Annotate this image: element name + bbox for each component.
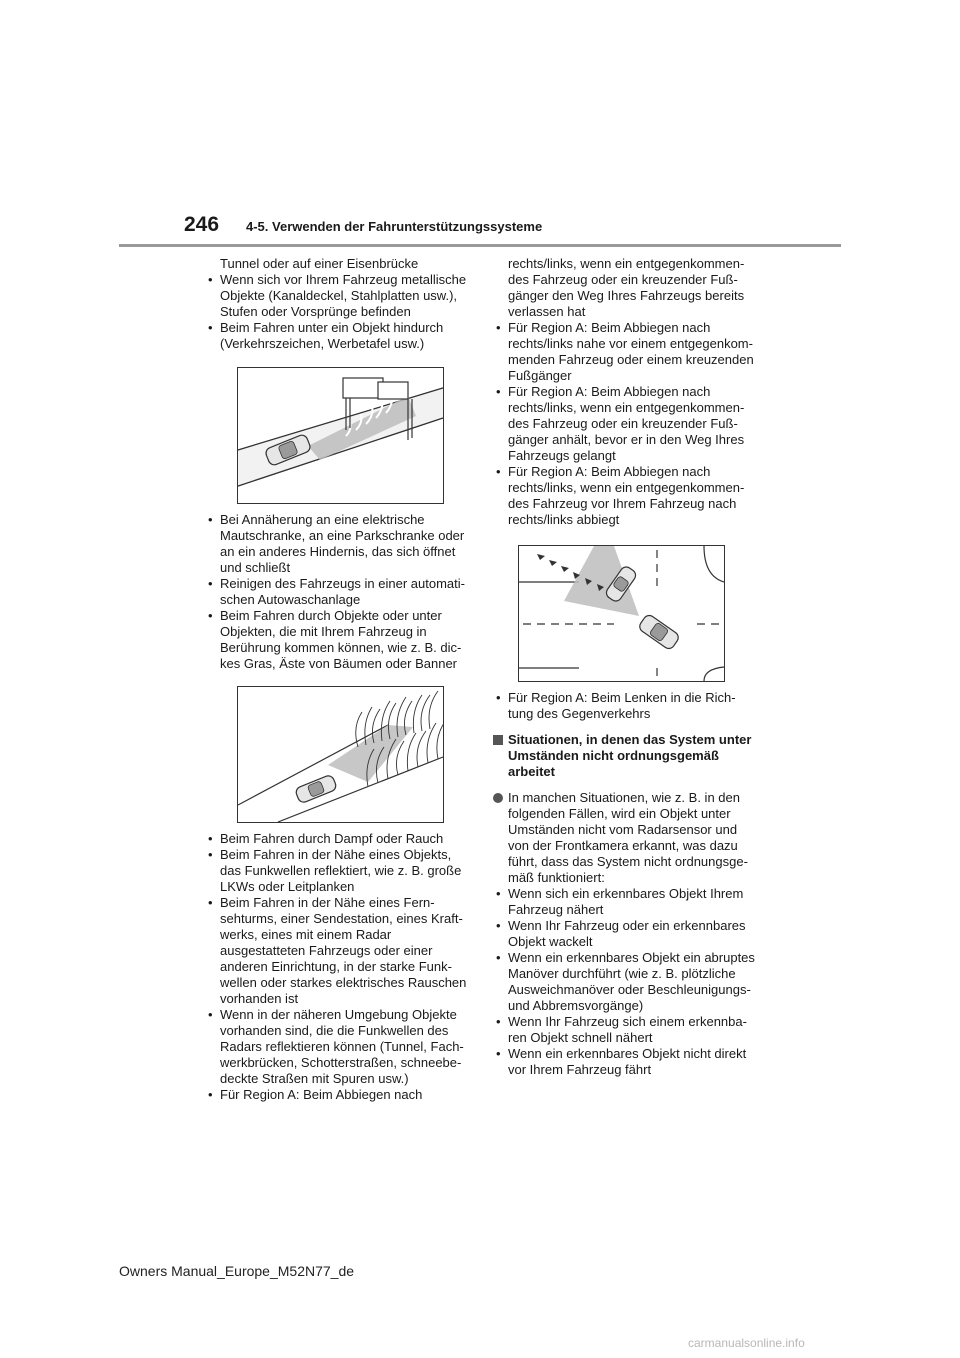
bullet-icon: • [496, 950, 501, 965]
illustration-tall-grass [237, 686, 444, 823]
bullet-icon: • [208, 576, 213, 591]
bullet-icon: • [208, 847, 213, 862]
bullet-icon: • [208, 608, 213, 623]
intro-paragraph: In manchen Situationen, wie z. B. in den folgenden Fällen, wird ein Objekt unter Umständen nicht vom Radarsensor und von der Frontkamera erkannt, was dazu führt, dass das System nicht ordnungsge-mäß funktioniert: [493, 790, 757, 886]
square-bullet-icon [493, 735, 503, 745]
bullet-icon: • [496, 1014, 501, 1029]
illustration-overhead-sign [237, 367, 444, 504]
bullet-list [205, 272, 475, 352]
illustration-intersection-turn [518, 545, 725, 682]
left-column [205, 256, 475, 1103]
continuation-text: Tunnel oder auf einer Eisenbrücke [220, 256, 419, 271]
list-item: • Wenn in der näheren Umgebung Objekte vorhanden sind, die die Funkwellen des Radars reflektieren können (Tunnel, Fach-werkbrücken, Schotterstraßen, schneebe-deckte Straßen mit Spuren usw.) [208, 1007, 464, 1086]
list-item: • Wenn sich vor Ihrem Fahrzeug metallische Objekte (Kanaldeckel, Stahlplatten usw.), Stufen oder Vorsprünge befinden [208, 272, 467, 319]
header-divider [119, 244, 841, 247]
list-item: • Wenn Ihr Fahrzeug oder ein erkennbares Objekt wackelt [496, 918, 746, 949]
list-item: • Wenn ein erkennbares Objekt nicht direkt vor Ihrem Fahrzeug fährt [496, 1046, 747, 1077]
list-item: • Beim Fahren in der Nähe eines Objekts, das Funkwellen reflektiert, wie z. B. große LKWs oder Leitplanken [208, 847, 462, 894]
bullet-icon: • [496, 690, 501, 705]
bullet-icon: • [208, 895, 213, 910]
list-item: • Für Region A: Beim Abbiegen nach [208, 1087, 423, 1102]
bullet-icon: • [496, 1046, 501, 1061]
list-item: • Wenn Ihr Fahrzeug sich einem erkennba-ren Objekt schnell nähert [496, 1014, 747, 1045]
bullet-list [205, 831, 475, 1103]
list-item: • Für Region A: Beim Abbiegen nach rechts/links, wenn ein entgegenkommen-des Fahrzeug oder ein kreuzender Fuß-gänger anhält, bevor er in den Weg Ihres Fahrzeugs gelangt [496, 384, 745, 463]
bullet-list [493, 690, 757, 722]
bullet-icon: • [208, 320, 213, 335]
footer-manual-id: Owners Manual_Europe_M52N77_de [119, 1263, 355, 1279]
bullet-icon: • [496, 918, 501, 933]
list-item: • Wenn ein erkennbares Objekt ein abruptes Manöver durchführt (wie z. B. plötzliche Ausweichmanöver oder Beschleunigungs-und Abbremsvorgänge) [496, 950, 755, 1013]
bullet-icon: • [496, 886, 501, 901]
list-item: • Für Region A: Beim Abbiegen nach rechts/links nahe vor einem entgegenkom-menden Fahrzeug oder einem kreuzenden Fußgänger [496, 320, 754, 383]
bullet-list [493, 320, 757, 528]
list-item: • Beim Fahren durch Dampf oder Rauch [208, 831, 444, 846]
bullet-icon: • [496, 464, 501, 479]
circle-bullet-icon [493, 793, 503, 803]
bullet-icon: • [208, 272, 213, 287]
watermark: carmanualsonline.info [688, 1336, 805, 1350]
list-item: • Bei Annäherung an eine elektrische Mautschranke, an eine Parkschranke oder an ein anderes Hindernis, das sich öffnet und schließt [208, 512, 465, 575]
section-heading: Situationen, in denen das System unter Umständen nicht ordnungsgemäß arbeitet [493, 732, 757, 780]
bullet-icon: • [208, 1087, 213, 1102]
right-column [493, 256, 757, 1078]
bullet-list [493, 886, 757, 1078]
bullet-icon: • [496, 320, 501, 335]
list-item: • Beim Fahren durch Objekte oder unter Objekten, die mit Ihrem Fahrzeug in Berührung kommen können, wie z. B. dic-kes Gras, Äste von Bäumen oder Banner [208, 608, 462, 671]
list-item: • Wenn sich ein erkennbares Objekt Ihrem Fahrzeug nähert [496, 886, 744, 917]
list-item: • Beim Fahren unter ein Objekt hindurch (Verkehrszeichen, Werbetafel usw.) [208, 320, 444, 351]
section-title: 4-5. Verwenden der Fahrunterstützungssysteme [246, 219, 543, 234]
bullet-icon: • [496, 384, 501, 399]
page-number: 246 [184, 213, 220, 236]
bullet-list [205, 512, 475, 672]
list-item: • Beim Fahren in der Nähe eines Fern-sehturms, einer Sendestation, eines Kraft-werks, eines mit einem Radar ausgestatteten Fahrzeugs oder einer anderen Einrichtung, in der starke Funk-wellen oder starkes elektrisches Rauschen vorhanden ist [208, 895, 467, 1006]
list-item: • Reinigen des Fahrzeugs in einer automati-schen Autowaschanlage [208, 576, 465, 607]
continuation-text: rechts/links, wenn ein entgegenkommen-des Fahrzeug oder ein kreuzender Fuß-gänger den Weg Ihres Fahrzeugs bereits verlassen hat [508, 256, 745, 319]
bullet-icon: • [208, 1007, 213, 1022]
bullet-icon: • [208, 831, 213, 846]
list-item: • Für Region A: Beim Abbiegen nach rechts/links, wenn ein entgegenkommen-des Fahrzeug vor Ihrem Fahrzeug nach rechts/links abbiegt [496, 464, 745, 527]
bullet-icon: • [208, 512, 213, 527]
list-item: • Für Region A: Beim Lenken in die Rich-tung des Gegenverkehrs [496, 690, 736, 721]
